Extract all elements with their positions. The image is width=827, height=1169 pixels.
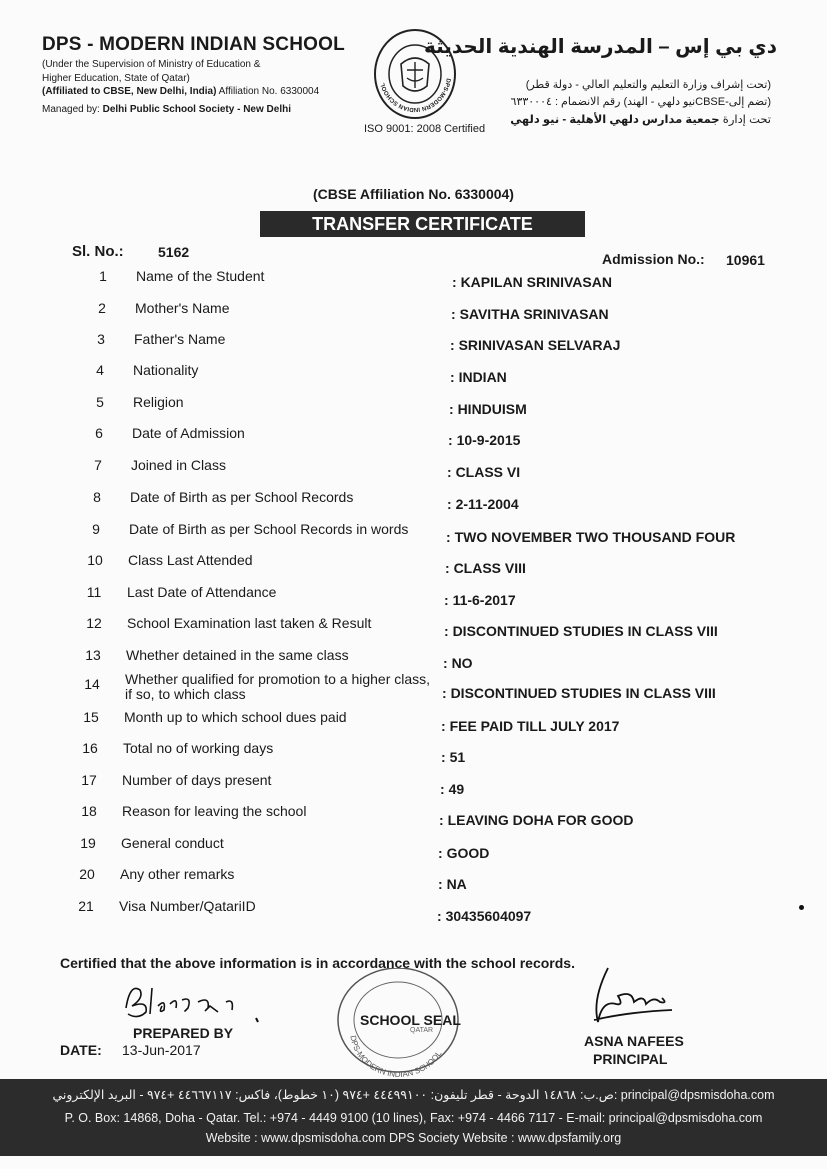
row-label: Father's Name (134, 331, 226, 347)
school-seal-label: SCHOOL SEAL (360, 1012, 461, 1028)
row-label: Total no of working days (123, 740, 274, 756)
row-number: 18 (81, 803, 97, 819)
row-label: Name of the Student (136, 268, 265, 284)
row-label: General conduct (121, 835, 224, 851)
row-label: School Examination last taken & Result (127, 615, 372, 631)
row-label: Joined in Class (131, 457, 226, 473)
arabic-managed-society: جمعية مدارس دلهي الأهلية - نيو دلهي (510, 114, 720, 126)
row-number: 11 (86, 584, 102, 600)
certification-statement: Certified that the above information is in accordance with the school records. (60, 955, 575, 971)
table-row (0, 331, 827, 361)
row-label: Nationality (133, 362, 199, 378)
seal-inner-text: QATAR (410, 1027, 434, 1034)
row-number: 7 (94, 457, 102, 473)
row-value: : HINDUISM (449, 401, 527, 417)
svg-text:DPS-MODERN INDIAN SCHOOL (348, 1035, 443, 1078)
row-number: 17 (81, 772, 97, 788)
row-value: : CLASS VIII (445, 560, 526, 576)
managed-by-prefix: Managed by: (42, 104, 103, 115)
table-row (0, 489, 827, 519)
supervision-note (42, 58, 260, 86)
row-value: : INDIAN (450, 369, 507, 385)
row-value: : 49 (440, 781, 464, 797)
certificate-title: TRANSFER CERTIFICATE (260, 211, 585, 237)
prepared-by-label: PREPARED BY (133, 1025, 234, 1041)
footer-bar (0, 1079, 827, 1156)
row-label: Religion (133, 394, 184, 410)
row-label: Any other remarks (120, 866, 235, 882)
row-value: : TWO NOVEMBER TWO THOUSAND FOUR (446, 529, 735, 545)
row-label: Mother's Name (135, 300, 230, 316)
arabic-managed-prefix: تحت إدارة (719, 114, 771, 126)
row-label: Month up to which school dues paid (124, 709, 347, 725)
row-value: : SAVITHA SRINIVASAN (451, 306, 609, 322)
table-row (0, 362, 827, 392)
arabic-managed-line (510, 112, 771, 126)
row-value: : 10-9-2015 (448, 432, 520, 448)
row-value: : NA (438, 876, 467, 892)
row-number: 16 (82, 740, 98, 756)
row-label: Visa Number/QatariID (119, 898, 256, 914)
table-row (0, 300, 827, 330)
row-value: : LEAVING DOHA FOR GOOD (439, 812, 633, 828)
row-number: 15 (83, 709, 99, 725)
table-row (0, 898, 827, 928)
affiliation-bold: (Affiliated to CBSE, New Delhi, India) (42, 86, 217, 97)
footer-contact: P. O. Box: 14868, Doha - Qatar. Tel.: +974 - 4449 9100 (10 lines), Fax: +974 - 4466 7117 - E-mail: principal@dpsmisdoha.com (64, 1111, 763, 1125)
row-value: : 30435604097 (437, 908, 531, 924)
supervision-line-1: (Under the Supervision of Ministry of Education & (42, 59, 261, 70)
row-label: Whether qualified for promotion to a higher class, if so, to which class (125, 671, 431, 702)
table-row (0, 866, 827, 896)
row-value: : DISCONTINUED STUDIES IN CLASS VIII (442, 685, 716, 701)
stray-mark (799, 905, 804, 910)
admission-number-value: 10961 (726, 252, 765, 268)
row-label: Date of Birth as per School Records (130, 489, 354, 505)
principal-name: ASNA NAFEES (584, 1033, 684, 1049)
table-row (0, 835, 827, 865)
row-label: Whether detained in the same class (126, 647, 349, 663)
row-number: 4 (96, 362, 104, 378)
table-row (0, 268, 827, 298)
principal-signature-icon (588, 960, 678, 1030)
admission-number-label: Admission No.: (602, 251, 705, 267)
row-label: Date of Birth as per School Records in words (129, 521, 409, 537)
row-value: : GOOD (438, 845, 489, 861)
table-row (0, 552, 827, 582)
row-value: : CLASS VI (447, 464, 520, 480)
row-value: : 11-6-2017 (444, 592, 516, 608)
row-label: Number of days present (122, 772, 272, 788)
row-value: : FEE PAID TILL JULY 2017 (441, 718, 619, 734)
row-number: 2 (98, 300, 106, 316)
row-number: 21 (78, 898, 94, 914)
row-value: : SRINIVASAN SELVARAJ (450, 337, 620, 353)
managed-by-society: Delhi Public School Society - New Delhi (102, 104, 291, 115)
seal-ring-text: DPS-MODERN INDIAN SCHOOL (348, 1034, 444, 1078)
serial-number-value: 5162 (158, 244, 190, 260)
table-row (0, 709, 827, 739)
row-number: 1 (99, 268, 107, 284)
footer-websites: Website : www.dpsmisdoha.com DPS Society Website : www.dpsfamily.org (205, 1131, 622, 1145)
principal-title: PRINCIPAL (593, 1051, 668, 1067)
row-value: : 2-11-2004 (447, 496, 519, 512)
table-row (0, 772, 827, 802)
footer-arabic-contact: ص.ب: ١٤٨٦٨ الدوحة - قطر تليفون: ٤٤٤٩٩١٠٠ +٩٧٤ (١٠ خطوط)، فاكس: ٤٤٦٦٧١١٧ +٩٧٤ - البريد الإلكتروني: principal@dpsmisdoha.com (52, 1088, 775, 1102)
row-number: 8 (93, 489, 101, 505)
row-number: 20 (79, 866, 95, 882)
row-number: 3 (97, 331, 105, 347)
row-number: 19 (80, 835, 96, 851)
row-number: 10 (87, 552, 103, 568)
row-number: 6 (95, 425, 103, 441)
managed-by-line (42, 104, 291, 115)
table-row (0, 394, 827, 424)
row-label: Reason for leaving the school (122, 803, 307, 819)
table-row (0, 584, 827, 614)
arabic-affiliation-line: (تضم إلى-CBSEنيو دلهي - الهند) رقم الانضمام : ٦٣٣٠٠٠٤ (510, 96, 771, 108)
row-label: Class Last Attended (128, 552, 253, 568)
iso-certification: ISO 9001: 2008 Certified (364, 123, 486, 135)
row-number: 12 (86, 615, 102, 631)
table-row (0, 671, 827, 706)
affiliation-line (42, 86, 319, 97)
table-row (0, 457, 827, 487)
school-name-english: DPS - MODERN INDIAN SCHOOL (42, 34, 345, 55)
arabic-supervision-line: (تحت إشراف وزارة التعليم والتعليم العالي - دولة قطر) (525, 79, 771, 91)
supervision-line-2: Higher Education, State of Qatar) (42, 73, 190, 84)
affiliation-number: Affiliation No. 6330004 (216, 86, 320, 97)
row-value: : DISCONTINUED STUDIES IN CLASS VIII (444, 623, 718, 639)
table-row (0, 521, 827, 551)
row-value: : KAPILAN SRINIVASAN (452, 274, 612, 290)
row-number: 9 (92, 521, 100, 537)
table-row (0, 803, 827, 833)
table-row (0, 425, 827, 455)
date-value: 13-Jun-2017 (122, 1042, 201, 1058)
crest-ring-text: DPS-MODERN INDIAN SCHOOL (380, 77, 451, 113)
date-label: DATE: (60, 1042, 102, 1058)
table-row (0, 615, 827, 645)
row-number: 13 (85, 647, 101, 663)
row-number: 5 (96, 394, 104, 410)
table-row (0, 740, 827, 770)
serial-number-label: Sl. No.: (72, 243, 124, 260)
preparer-signature-icon (118, 978, 268, 1028)
school-name-arabic: دي بي إس – المدرسة الهندية الحديثة (424, 36, 777, 58)
row-label: Date of Admission (132, 425, 245, 441)
row-value: : NO (443, 655, 473, 671)
cbse-affiliation: (CBSE Affiliation No. 6330004) (313, 186, 514, 202)
row-value: : 51 (441, 749, 465, 765)
row-label: Last Date of Attendance (127, 584, 277, 600)
row-number: 14 (84, 676, 100, 692)
